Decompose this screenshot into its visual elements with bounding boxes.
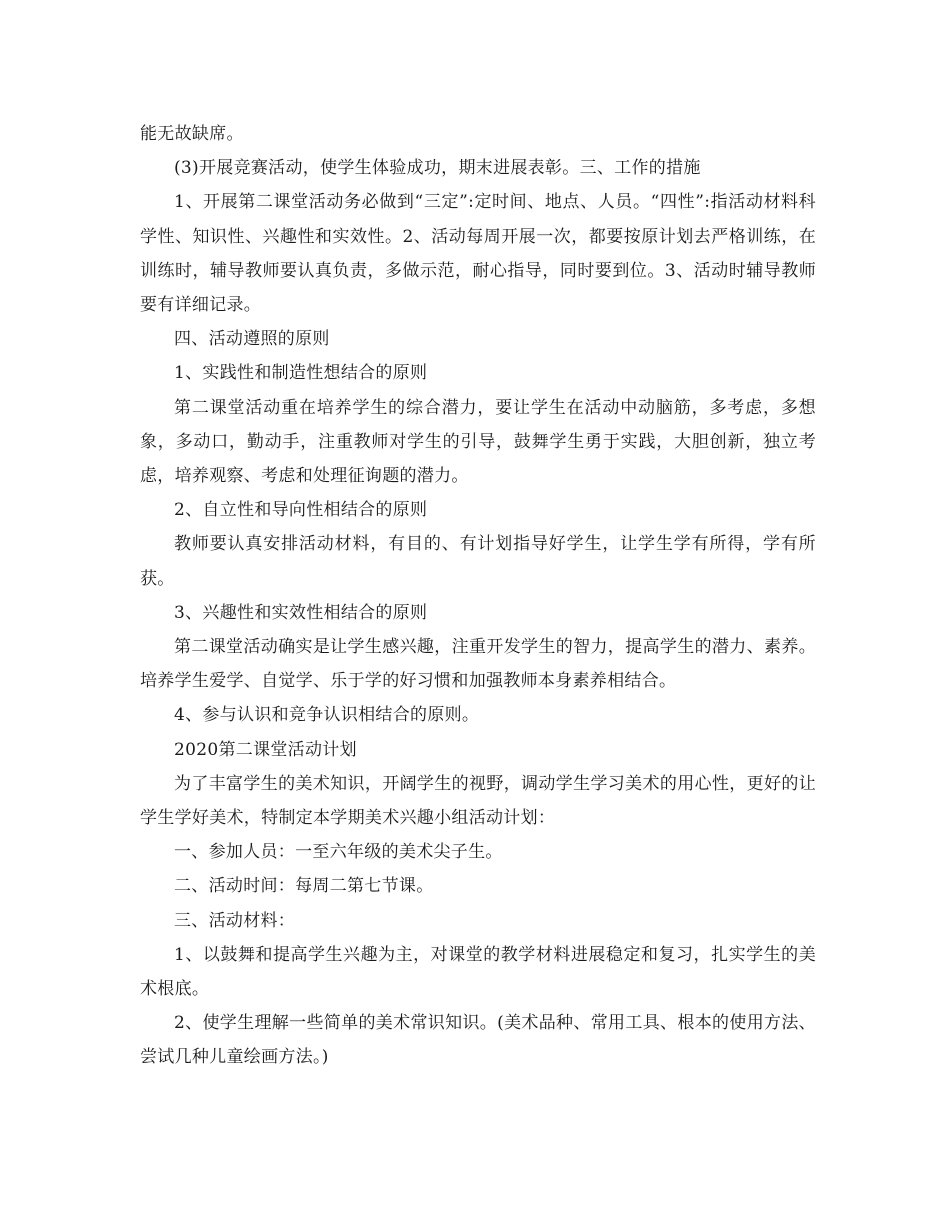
subsection-heading: 1、实践性和制造性想结合的原则 — [174, 363, 428, 384]
paragraph: (3)开展竞赛活动，使学生体验成功，期末进展表彰。三、工作的措施 — [174, 158, 701, 179]
paragraph: 第二课堂活动确实是让学生感兴趣，注重开发学生的智力，提高学生的潜力、素养。培养学生爱学、自觉学、乐于学的好习惯和加强教师本身素养相结合。 — [140, 637, 816, 692]
subsection-heading: 4、参与认识和竞争认识相结合的原则。 — [174, 705, 480, 726]
section-heading: 四、活动遵照的原则 — [174, 329, 330, 350]
document-title: 2020第二课堂活动计划 — [174, 739, 357, 760]
paragraph: 1、以鼓舞和提高学生兴趣为主，对课堂的教学材料进展稳定和复习，扎实学生的美术根底。 — [140, 944, 816, 1000]
paragraph: 一、参加人员：一至六年级的美术尖子生。 — [174, 842, 503, 863]
paragraph: 为了丰富学生的美术知识，开阔学生的视野，调动学生学习美术的用心性，更好的让学生学好美术，特制定本学期美术兴趣小组活动计划： — [140, 773, 816, 829]
paragraph: 第二课堂活动重在培养学生的综合潜力，要让学生在活动中动脑筋，多考虑，多想象，多动口，勤动手，注重教师对学生的引导，鼓舞学生勇于实践，大胆创新，独立考虑，培养观察、考虑和处理征询题的潜力。 — [140, 397, 816, 487]
subsection-heading: 3、兴趣性和实效性相结合的原则 — [174, 602, 428, 623]
paragraph: 2、使学生理解一些简单的美术常识知识。(美术品种、常用工具、根本的使用方法、尝试几种儿童绘画方法。) — [140, 1013, 816, 1068]
section-heading: 三、活动材料： — [174, 910, 296, 931]
subsection-heading: 2、自立性和导向性相结合的原则 — [174, 500, 428, 521]
paragraph: 能无故缺席。 — [140, 124, 244, 144]
paragraph: 1、开展第二课堂活动务必做到“三定”:定时间、地点、人员。“四性”:指活动材料科学性、知识性、兴趣性和实效性。2、活动每周开展一次，都要按原计划去严格训练，在训练时，辅导教师要认真负责，多做示范，耐心指导，同时要到位。3、活动时辅导教师要有详细记录。 — [140, 192, 816, 316]
paragraph: 教师要认真安排活动材料，有目的、有计划指导好学生，让学生学有所得，学有所获。 — [140, 534, 816, 589]
paragraph: 二、活动时间：每周二第七节课。 — [174, 876, 434, 897]
document-body — [140, 117, 816, 1075]
